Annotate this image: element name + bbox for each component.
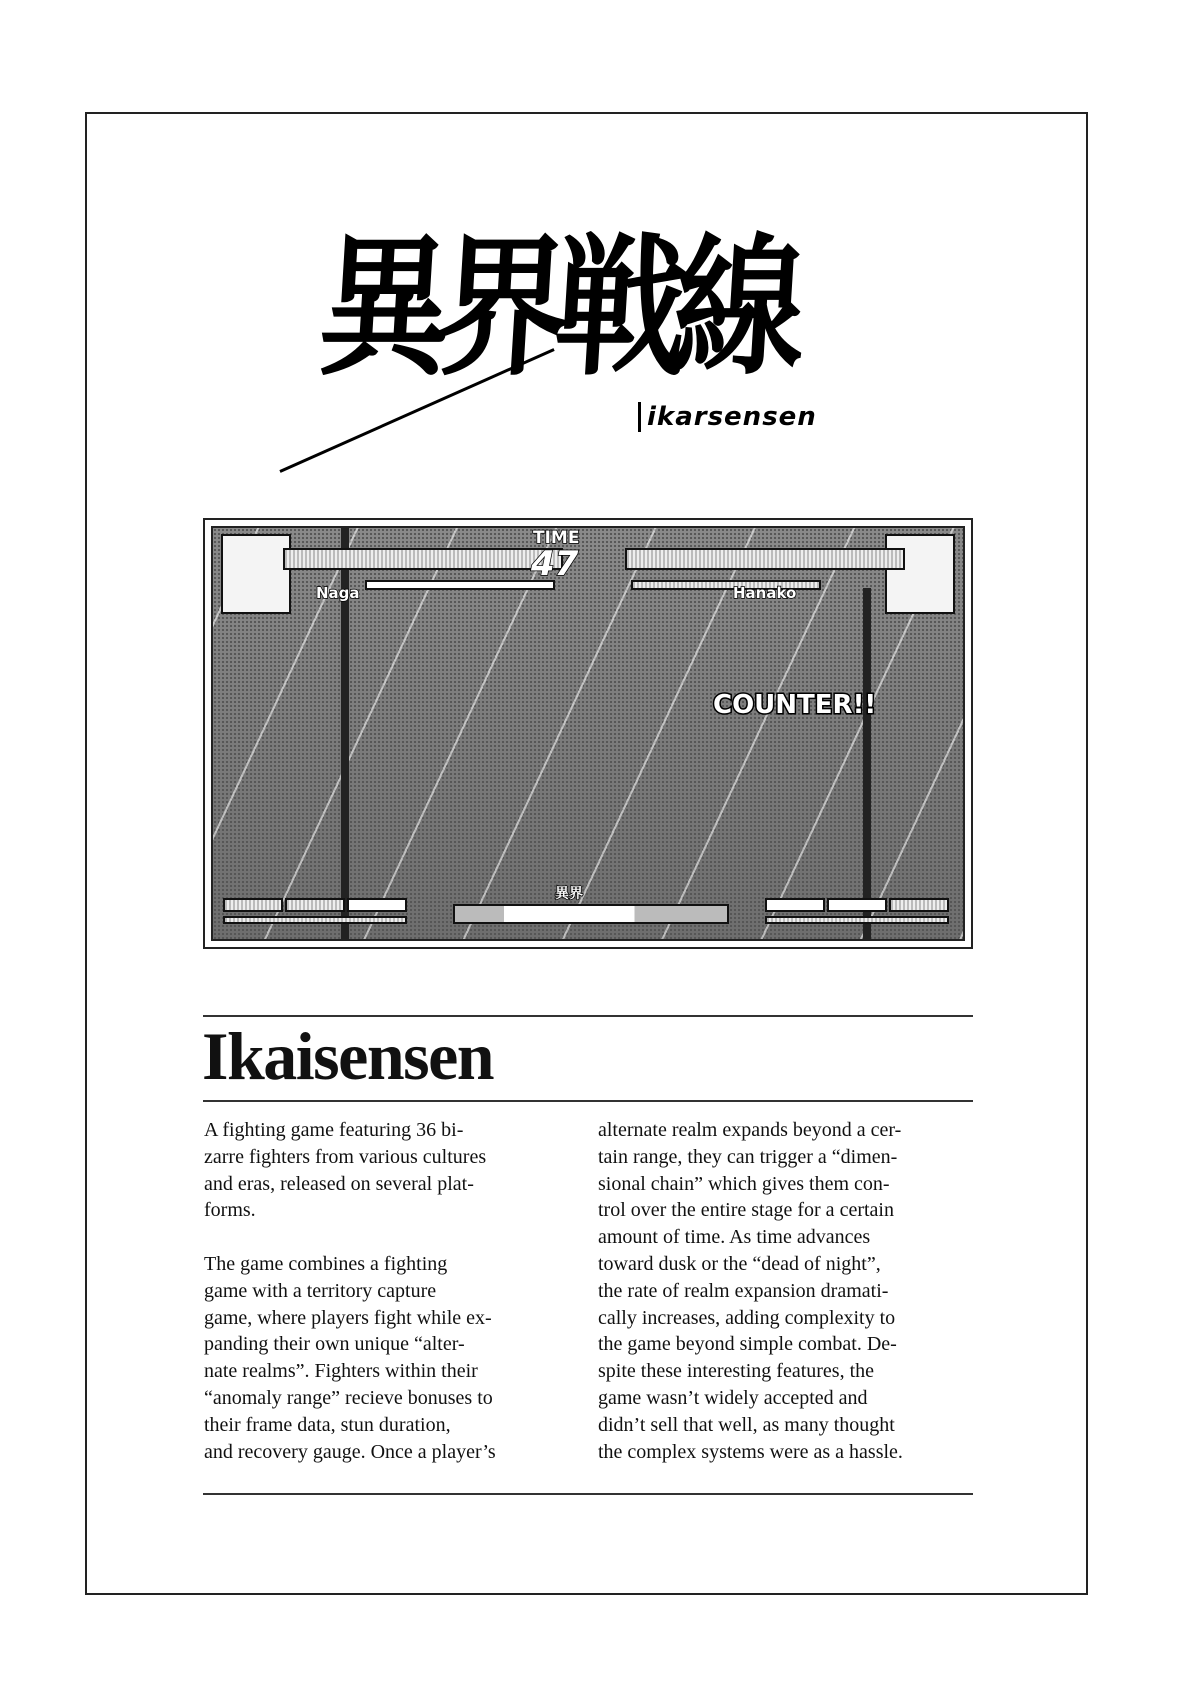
- text-line: game, where players fight while ex-: [204, 1306, 492, 1329]
- realm-gauge-label: 異界: [555, 886, 583, 902]
- article-title: Ikaisensen: [202, 1018, 494, 1094]
- text-line: nate realms”. Fighters within their: [204, 1360, 478, 1383]
- title-top-rule: [203, 1015, 973, 1017]
- player1-stock-2: [285, 898, 345, 912]
- player1-stock-3: [347, 898, 407, 912]
- text-line: A fighting game featuring 36 bi-: [204, 1119, 464, 1141]
- text-line: the rate of realm expansion dramati-: [598, 1279, 889, 1302]
- text-line: alternate realm expands beyond a cer-: [598, 1119, 902, 1141]
- text-line: game wasn’t widely accepted and: [598, 1386, 868, 1409]
- text-line: the game beyond simple combat. De-: [598, 1333, 897, 1356]
- game-logo: [300, 170, 880, 480]
- text-line: the complex systems were as a hassle.: [598, 1440, 903, 1463]
- article-column-1: [204, 1117, 496, 1465]
- text-line: sional chain” which gives them con-: [598, 1172, 890, 1195]
- counter-callout: COUNTER!!: [713, 690, 877, 720]
- player2-health-bar: [625, 548, 905, 570]
- realm-gauge: [453, 904, 729, 924]
- player1-recovery-gauge: [223, 916, 407, 924]
- text-line: and eras, released on several plat-: [204, 1172, 474, 1195]
- article-bottom-rule: [203, 1493, 973, 1495]
- text-line: didn’t sell that well, as many thought: [598, 1413, 895, 1436]
- player1-stock-1: [223, 898, 283, 912]
- logo-kanji: 異界戦線: [313, 219, 797, 398]
- text-line: The game combines a fighting: [204, 1252, 448, 1275]
- text-line: zarre fighters from various cultures: [204, 1145, 487, 1168]
- player2-stock-1: [765, 898, 825, 912]
- player1-sub-gauge: [365, 580, 555, 590]
- player1-name: Naga: [316, 584, 360, 602]
- text-line: cally increases, adding complexity to: [598, 1306, 896, 1329]
- paragraph-gap: [204, 1224, 496, 1251]
- player1-portrait: [221, 534, 291, 614]
- player2-portrait: [885, 534, 955, 614]
- text-line: spite these interesting features, the: [598, 1360, 875, 1383]
- tree-trunk: [863, 588, 871, 941]
- game-screenshot: [203, 518, 973, 949]
- text-line: toward dusk or the “dead of night”,: [598, 1252, 881, 1275]
- text-line: and recovery gauge. Once a player’s: [204, 1440, 496, 1463]
- text-line: forms.: [204, 1199, 256, 1222]
- player2-stock-2: [827, 898, 887, 912]
- game-screen: [211, 526, 965, 941]
- player2-name: Hanako: [733, 584, 797, 602]
- logo-romaji: ikarsensen: [638, 402, 817, 432]
- player2-stock-3: [889, 898, 949, 912]
- text-line: panding their own unique “alter-: [204, 1333, 465, 1356]
- text-line: trol over the entire stage for a certain: [598, 1199, 894, 1222]
- text-line: amount of time. As time advances: [598, 1226, 871, 1249]
- player2-recovery-gauge: [765, 916, 949, 924]
- text-line: game with a territory capture: [204, 1279, 437, 1302]
- text-line: their frame data, stun duration,: [204, 1413, 451, 1436]
- text-line: “anomaly range” recieve bonuses to: [204, 1386, 493, 1409]
- article-column-2: [598, 1117, 903, 1465]
- time-label: TIME: [533, 528, 580, 548]
- player1-health-bar: [283, 548, 563, 570]
- title-bottom-rule: [203, 1100, 973, 1102]
- text-line: tain range, they can trigger a “dimen-: [598, 1145, 898, 1168]
- time-value: 47: [531, 544, 579, 584]
